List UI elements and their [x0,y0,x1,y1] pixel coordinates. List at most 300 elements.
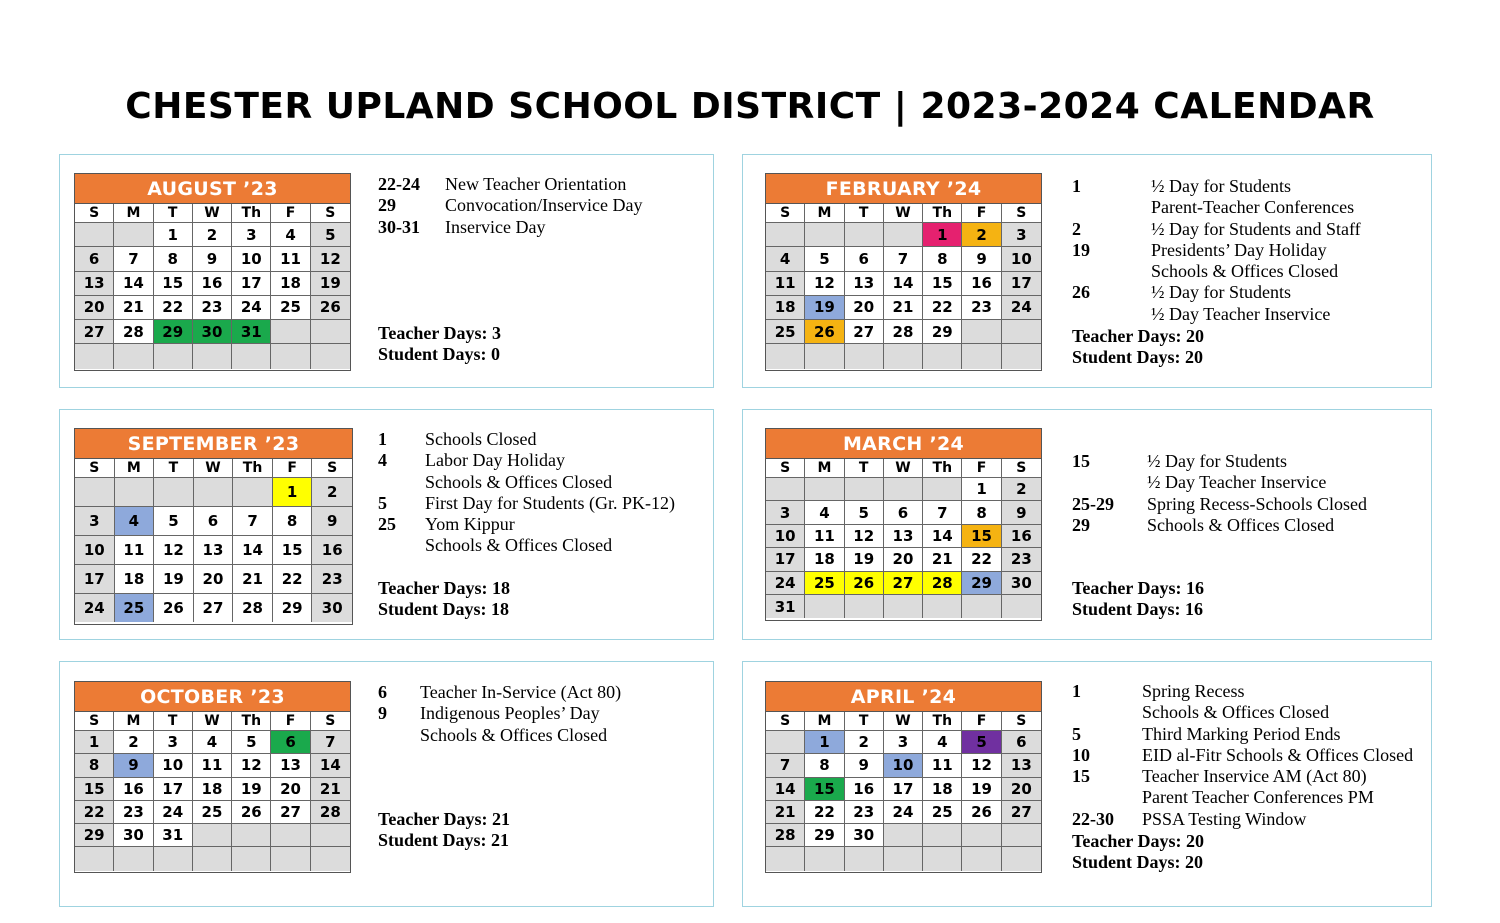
event-row [378,682,621,703]
day-cell: 28 [766,824,805,847]
day-cell: 21 [766,801,805,824]
day-cell: 5 [232,731,271,754]
day-cell: 4 [271,223,310,247]
day-cell: 5 [805,247,844,271]
event-description: Schools & Offices Closed [425,535,613,556]
event-row [1072,451,1367,472]
day-cell: 14 [233,536,273,565]
weekday-header: Th [232,712,271,731]
event-date [1072,197,1151,218]
event-row [1072,282,1361,303]
student-days: Student Days: 16 [1072,599,1204,620]
day-cell: 2 [312,478,352,507]
day-cell: 25 [805,572,844,595]
day-cell: 16 [312,536,352,565]
event-date: 1 [1072,176,1081,196]
day-cell: 5 [962,731,1001,754]
weekday-header: T [154,712,193,731]
day-cell: 6 [845,247,884,271]
day-cell: 7 [884,247,923,271]
day-cell: 26 [232,801,271,824]
weekday-header: F [962,459,1001,478]
event-date: 6 [378,682,387,702]
day-cell: 30 [114,824,153,847]
empty-day-cell [766,344,805,368]
day-grid [75,204,350,369]
day-cell: 21 [114,296,153,320]
day-cell: 26 [845,572,884,595]
event-date: 30-31 [378,216,420,237]
day-cell: 5 [845,501,884,524]
month-title: FEBRUARY ’24 [766,174,1041,204]
day-cell: 2 [962,223,1001,247]
empty-day-cell [766,731,805,754]
teacher-days: Teacher Days: 21 [378,809,510,829]
weekday-header: Th [233,459,273,478]
empty-day-cell [193,824,232,847]
event-description: New Teacher Orientation [445,174,627,194]
empty-day-cell [311,824,350,847]
event-row [378,725,621,746]
empty-day-cell [115,478,155,507]
event-description: ½ Day Teacher Inservice [1147,472,1327,493]
day-cell: 17 [75,565,115,594]
empty-day-cell [962,595,1001,618]
empty-day-cell [114,847,153,870]
day-grid [75,459,352,622]
day-cell: 6 [1002,731,1041,754]
student-days: Student Days: 21 [378,830,510,851]
day-cell: 4 [923,731,962,754]
day-cell: 3 [154,731,193,754]
empty-day-cell [962,847,1001,870]
event-description: Spring Recess-Schools Closed [1147,493,1367,514]
day-totals-september [378,578,510,621]
empty-day-cell [194,478,234,507]
empty-day-cell [884,223,923,247]
event-date [1072,472,1147,493]
empty-day-cell [923,847,962,870]
day-cell: 27 [845,320,884,344]
day-cell: 15 [805,778,844,801]
weekday-header: T [154,204,193,223]
day-cell: 11 [766,272,805,296]
event-description: Teacher Inservice AM (Act 80) [1142,766,1367,787]
day-cell: 24 [232,296,271,320]
day-cell: 23 [1002,548,1041,571]
empty-day-cell [923,824,962,847]
empty-day-cell [193,847,232,870]
day-grid [766,204,1041,369]
empty-day-cell [884,478,923,501]
day-cell: 20 [75,296,114,320]
weekday-header: M [805,204,844,223]
event-description: Convocation/Inservice Day [445,195,643,216]
empty-day-cell [805,223,844,247]
empty-day-cell [805,847,844,870]
day-cell: 30 [1002,572,1041,595]
empty-day-cell [805,344,844,368]
day-cell: 1 [805,731,844,754]
day-cell: 18 [766,296,805,320]
event-description: ½ Day for Students [1151,176,1291,196]
event-date: 15 [1072,451,1090,471]
empty-day-cell [962,320,1001,344]
student-days: Student Days: 20 [1072,852,1204,873]
event-description: Indigenous Peoples’ Day [420,703,600,724]
event-description: Spring Recess [1142,681,1245,701]
empty-day-cell [75,478,115,507]
weekday-header: M [805,459,844,478]
month-title: OCTOBER ’23 [75,682,350,712]
day-cell: 28 [114,320,153,344]
day-cell: 10 [75,536,115,565]
calendar-september [74,428,353,625]
event-date [1072,787,1142,808]
event-date: 10 [1072,744,1090,765]
empty-day-cell [154,847,193,870]
day-cell: 8 [154,247,193,271]
day-cell: 9 [193,247,232,271]
event-date: 29 [1072,514,1090,535]
event-row [1072,809,1413,830]
day-cell: 26 [805,320,844,344]
day-cell: 12 [154,536,194,565]
day-cell: 11 [271,247,310,271]
day-cell: 23 [845,801,884,824]
event-date: 25-29 [1072,493,1114,514]
day-cell: 17 [232,272,271,296]
weekday-header: W [194,459,234,478]
empty-day-cell [154,478,194,507]
empty-day-cell [1002,595,1041,618]
day-cell: 11 [923,754,962,777]
empty-day-cell [114,223,153,247]
event-row [1072,515,1367,536]
day-cell: 13 [194,536,234,565]
event-description: Schools & Offices Closed [420,724,608,745]
day-cell: 24 [1002,296,1041,320]
weekday-header: T [154,459,194,478]
event-description: Parent Teacher Conferences PM [1142,787,1374,808]
event-row [1072,724,1413,745]
day-grid [75,712,350,871]
day-cell: 16 [962,272,1001,296]
empty-day-cell [193,344,232,368]
event-row [1072,261,1361,282]
event-row [1072,494,1367,515]
event-row [378,195,642,216]
day-cell: 27 [1002,801,1041,824]
day-cell: 4 [766,247,805,271]
day-cell: 20 [884,548,923,571]
event-description: Yom Kippur [425,514,515,535]
empty-day-cell [923,595,962,618]
events-september [378,429,675,557]
day-cell: 6 [194,507,234,536]
empty-day-cell [154,344,193,368]
event-description: Schools & Offices Closed [1151,261,1339,282]
day-cell: 11 [805,525,844,548]
day-cell: 23 [193,296,232,320]
event-date: 29 [378,195,396,216]
weekday-header: T [845,204,884,223]
day-cell: 25 [271,296,310,320]
day-cell: 6 [75,247,114,271]
weekday-header: W [884,712,923,731]
day-cell: 19 [154,565,194,594]
day-cell: 12 [845,525,884,548]
day-cell: 19 [805,296,844,320]
day-cell: 29 [962,572,1001,595]
day-cell: 28 [233,594,273,623]
empty-day-cell [845,595,884,618]
day-cell: 1 [154,223,193,247]
day-cell: 2 [193,223,232,247]
month-title: MARCH ’24 [766,429,1041,459]
event-date [378,725,420,746]
event-date: 19 [1072,239,1090,260]
day-cell: 13 [75,272,114,296]
weekday-header: Th [923,459,962,478]
weekday-header: S [766,459,805,478]
day-cell: 9 [312,507,352,536]
day-cell: 1 [923,223,962,247]
event-description: Schools & Offices Closed [1147,514,1335,535]
day-grid [766,712,1041,871]
day-cell: 4 [115,507,155,536]
day-cell: 20 [194,565,234,594]
empty-day-cell [311,344,350,368]
calendar-february [765,173,1042,371]
empty-day-cell [962,824,1001,847]
day-cell: 16 [114,778,153,801]
events-october [378,682,621,746]
day-totals-march [1072,578,1204,621]
empty-day-cell [845,847,884,870]
day-cell: 22 [805,801,844,824]
weekday-header: S [1002,712,1041,731]
day-cell: 9 [114,754,153,777]
empty-day-cell [805,595,844,618]
event-description: First Day for Students (Gr. PK-12) [425,492,675,513]
day-cell: 10 [1002,247,1041,271]
empty-day-cell [766,847,805,870]
day-cell: 10 [766,525,805,548]
weekday-header: S [311,204,350,223]
day-cell: 26 [962,801,1001,824]
day-cell: 20 [845,296,884,320]
event-description: Inservice Day [445,216,546,237]
day-cell: 28 [884,320,923,344]
day-cell: 29 [75,824,114,847]
weekday-header: T [845,712,884,731]
day-cell: 21 [923,548,962,571]
day-cell: 8 [962,501,1001,524]
empty-day-cell [845,223,884,247]
day-cell: 15 [75,778,114,801]
empty-day-cell [805,478,844,501]
empty-day-cell [962,344,1001,368]
weekday-header: W [884,459,923,478]
day-cell: 13 [884,525,923,548]
event-description: Teacher In-Service (Act 80) [420,682,622,702]
event-description: Schools & Offices Closed [425,471,613,492]
event-row [1072,702,1413,723]
day-cell: 8 [273,507,313,536]
empty-day-cell [1002,320,1041,344]
day-cell: 18 [923,778,962,801]
empty-day-cell [311,320,350,344]
day-cell: 19 [962,778,1001,801]
calendar-october [74,681,351,873]
weekday-header: Th [923,712,962,731]
event-date: 5 [1072,723,1081,744]
day-cell: 14 [311,754,350,777]
day-cell: 7 [311,731,350,754]
day-cell: 19 [845,548,884,571]
empty-day-cell [923,344,962,368]
empty-day-cell [884,847,923,870]
event-description: Presidents’ Day Holiday [1151,239,1327,260]
events-march [1072,451,1367,536]
event-date: 1 [1072,681,1081,701]
day-cell: 4 [193,731,232,754]
day-cell: 6 [884,501,923,524]
event-row [1072,681,1413,702]
empty-day-cell [75,223,114,247]
weekday-header: M [114,712,153,731]
empty-day-cell [232,847,271,870]
day-cell: 15 [923,272,962,296]
weekday-header: Th [923,204,962,223]
day-cell: 16 [1002,525,1041,548]
event-date: 25 [378,514,396,535]
day-cell: 25 [115,594,155,623]
event-description: Schools & Offices Closed [1142,702,1330,723]
weekday-header: W [884,204,923,223]
event-date: 2 [1072,218,1081,239]
event-description: EID al-Fitr Schools & Offices Closed [1142,744,1414,765]
day-cell: 9 [845,754,884,777]
teacher-days: Teacher Days: 3 [378,323,501,343]
day-cell: 24 [75,594,115,623]
weekday-header: F [271,712,310,731]
event-date [378,472,425,493]
day-cell: 27 [884,572,923,595]
day-cell: 9 [1002,501,1041,524]
event-description: ½ Day for Students [1151,282,1291,303]
empty-day-cell [232,824,271,847]
day-totals-august [378,323,501,366]
event-date: 15 [1072,766,1090,787]
event-date [378,535,425,556]
day-cell: 30 [193,320,232,344]
event-description: ½ Day Teacher Inservice [1151,303,1331,324]
day-cell: 29 [923,320,962,344]
empty-day-cell [233,478,273,507]
event-date: 9 [378,703,387,724]
day-cell: 27 [194,594,234,623]
weekday-header: W [193,712,232,731]
day-cell: 2 [845,731,884,754]
event-row [378,174,642,195]
day-totals-october [378,809,510,852]
day-cell: 3 [75,507,115,536]
student-days: Student Days: 0 [378,344,501,365]
page-title: CHESTER UPLAND SCHOOL DISTRICT | 2023-2024 CALENDAR [125,86,1375,127]
day-cell: 24 [884,801,923,824]
day-totals-april [1072,831,1204,874]
event-row [1072,176,1361,197]
event-date: 26 [1072,282,1090,303]
event-description: ½ Day for Students [1147,451,1287,471]
day-cell: 8 [923,247,962,271]
teacher-days: Teacher Days: 20 [1072,831,1204,851]
day-cell: 20 [1002,778,1041,801]
day-cell: 19 [232,778,271,801]
day-cell: 10 [884,754,923,777]
empty-day-cell [766,223,805,247]
day-cell: 12 [962,754,1001,777]
day-cell: 15 [273,536,313,565]
event-row [378,514,675,535]
event-date [1072,261,1151,282]
weekday-header: Th [232,204,271,223]
day-cell: 24 [154,801,193,824]
event-row [1072,197,1361,218]
event-row [1072,219,1361,240]
calendar-august [74,173,351,371]
event-row [1072,745,1413,766]
day-cell: 16 [193,272,232,296]
day-totals-february [1072,326,1204,369]
day-cell: 13 [1002,754,1041,777]
event-row [1072,766,1413,787]
empty-day-cell [114,344,153,368]
event-date [1072,702,1142,723]
day-cell: 14 [923,525,962,548]
event-row [378,703,621,724]
day-cell: 3 [1002,223,1041,247]
weekday-header: S [766,204,805,223]
empty-day-cell [884,595,923,618]
event-row [378,450,675,471]
day-cell: 2 [1002,478,1041,501]
day-cell: 22 [923,296,962,320]
day-cell: 30 [845,824,884,847]
empty-day-cell [1002,847,1041,870]
weekday-header: M [805,712,844,731]
empty-day-cell [75,847,114,870]
day-cell: 22 [75,801,114,824]
events-february [1072,176,1361,325]
weekday-header: M [115,459,155,478]
day-cell: 1 [75,731,114,754]
day-cell: 22 [962,548,1001,571]
day-cell: 12 [232,754,271,777]
empty-day-cell [271,320,310,344]
day-cell: 24 [766,572,805,595]
day-cell: 26 [311,296,350,320]
event-row [1072,304,1361,325]
day-cell: 29 [805,824,844,847]
day-cell: 21 [884,296,923,320]
empty-day-cell [1002,344,1041,368]
empty-day-cell [311,847,350,870]
day-cell: 21 [233,565,273,594]
day-cell: 15 [962,525,1001,548]
